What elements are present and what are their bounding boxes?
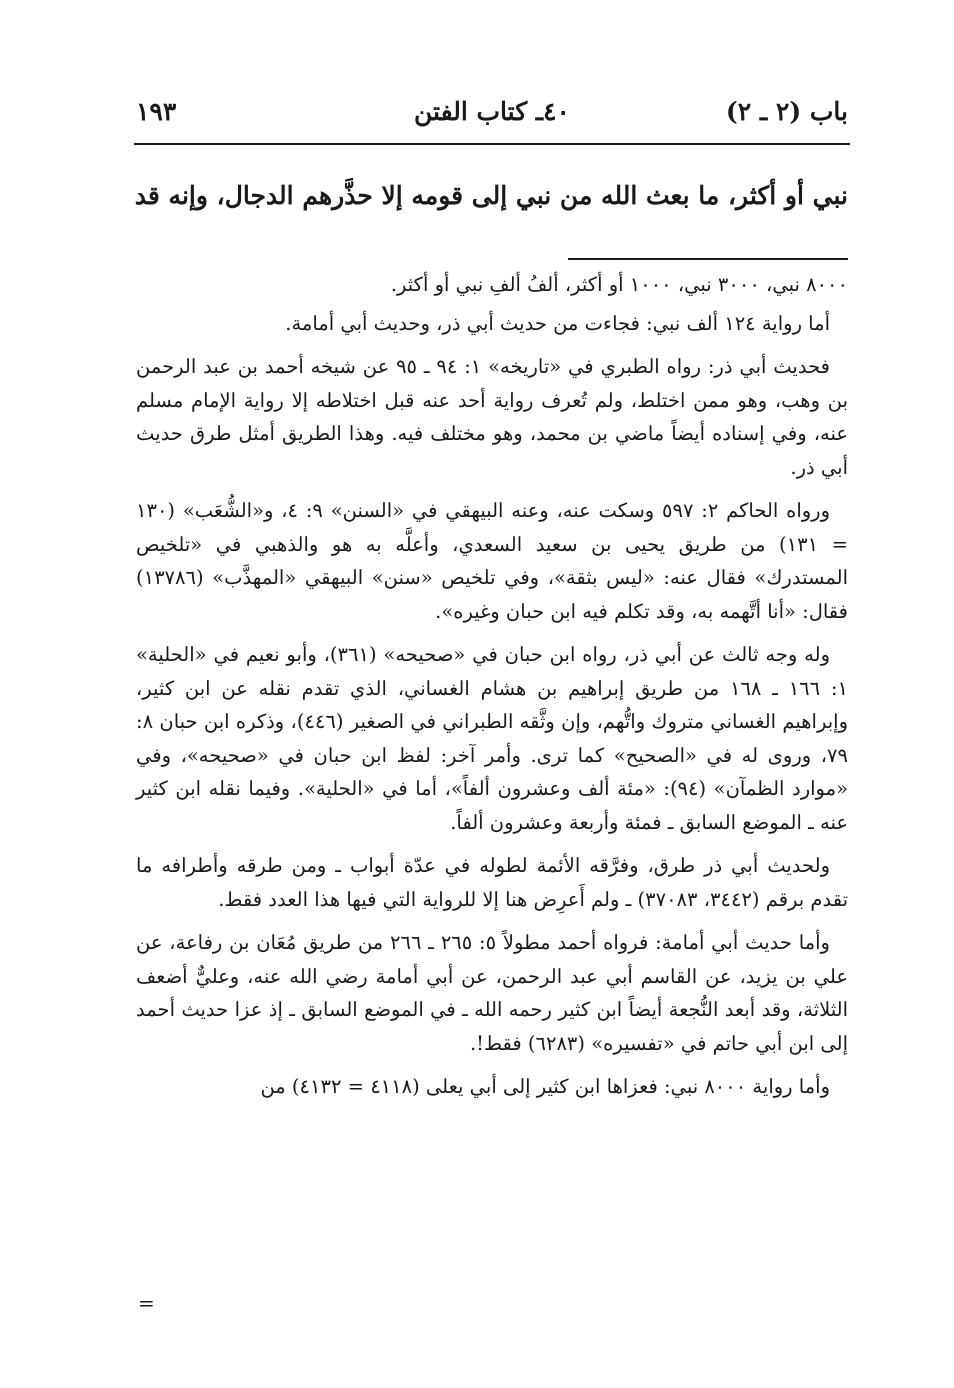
- footnote-paragraph: ورواه الحاكم ٢: ٥٩٧ وسكت عنه، وعنه البيهقي في «السنن» ٩: ٤، و«الشُّعَب» (١٣٠ = ١٣١) من طريق يحيى بن سعيد السعدي، وأعلَّه به هو والذهبي في «تلخيص المستدرك» فقال عنه: «ليس بثقة»، وفي تلخيص «سنن» البيهقي «المهذَّب» (١٣٧٨٦) فقال: «أنا أتَّهمه به، وقد تكلم فيه ابن حبان وغيره».: [136, 499, 848, 623]
- running-header: [136, 92, 848, 134]
- main-text: نبي أو أكثر، ما بعث الله من نبي إلى قومه إلا حذَّرهم الدجال، وإنه قد: [134, 181, 848, 210]
- footnote-paragraph: وله وجه ثالث عن أبي ذر، رواه ابن حبان في «صحيحه» (٣٦١)، وأبو نعيم في «الحلية» ١: ١٦٦ ـ ١٦٨ من طريق إبراهيم بن هشام الغساني، الذي تقدم نقله عن ابن كثير، وإبراهيم الغساني متروك واتُّهم، وإن وثَّقه الطبراني في الصغير (٤٤٦)، وذكره ابن حبان ٨: ٧٩، وروى له في «الصحيح» كما ترى. وأمر آخر: لفظ ابن حبان في «صحيحه»، وفي «موارد الظمآن» (٩٤): «مئة ألف وعشرون ألفاً»، أما في «الحلية». وفيما نقله ابن كثير عنه ـ الموضع السابق ـ فمئة وأربعة وعشرون ألفاً.: [136, 643, 848, 834]
- footnote-paragraph: وأما رواية ٨٠٠٠ نبي: فعزاها ابن كثير إلى أبي يعلى (٤١١٨ = ٤١٣٢) من: [260, 1075, 830, 1098]
- page-number: ١٩٣: [136, 97, 177, 126]
- footnote-separator: [568, 258, 848, 260]
- book-title: ٤٠ـ كتاب الفتن: [414, 97, 570, 126]
- footnote-paragraph: ولحديث أبي ذر طرق، وفرَّقه الأئمة لطوله في عدّة أبواب ـ ومن طرقه وأطرافه ما تقدم برقم (٣٤٤٢، ٣٧٠٨٣) ـ ولم أَعرِض هنا إلا للرواية التي فيها هذا العدد فقط.: [136, 854, 848, 911]
- footnote-paragraph: فحديث أبي ذر: رواه الطبري في «تاريخه» ١: ٩٤ ـ ٩٥ عن شيخه أحمد بن عبد الرحمن بن وهب، وهو ممن اختلط، ولم تُعرف رواية أحد عنه قبل اختلاطه إلا رواية الإمام مسلم عنه، وفي إسناده أيضاً ماضي بن محمد، وهو مختلف فيه. وهذا الطريق أمثل طرق حديث أبي ذر.: [136, 355, 848, 479]
- footnote-paragraph: أما رواية ١٢٤ ألف نبي: فجاءت من حديث أبي ذر، وحديث أبي أمامة.: [285, 311, 830, 335]
- footnotes: [136, 268, 848, 1114]
- footnote-paragraph: وأما حديث أبي أمامة: فرواه أحمد مطولاً ٥: ٢٦٥ ـ ٢٦٦ من طريق مُعَان بن رفاعة، عن علي بن يزيد، عن القاسم أبي عبد الرحمن، عن أبي أمامة رضي الله عنه، وعليٌّ أضعف الثلاثة، وقد أبعد النُّجعة أيضاً ابن كثير رحمه الله ـ في الموضع السابق ـ إذ عزا حديث أحمد إلى ابن أبي حاتم في «تفسيره» (٦٢٨٣) فقط!.: [136, 931, 848, 1055]
- chapter-reference: باب (٢ ـ ٢): [725, 97, 848, 126]
- header-divider: [134, 143, 850, 145]
- continuation-mark: =: [138, 1291, 155, 1315]
- footnote-paragraph: ٨٠٠٠ نبي، ٣٠٠٠ نبي، ١٠٠٠ أو أكثر، ألفُ ألفِ نبي أو أكثر.: [390, 273, 848, 296]
